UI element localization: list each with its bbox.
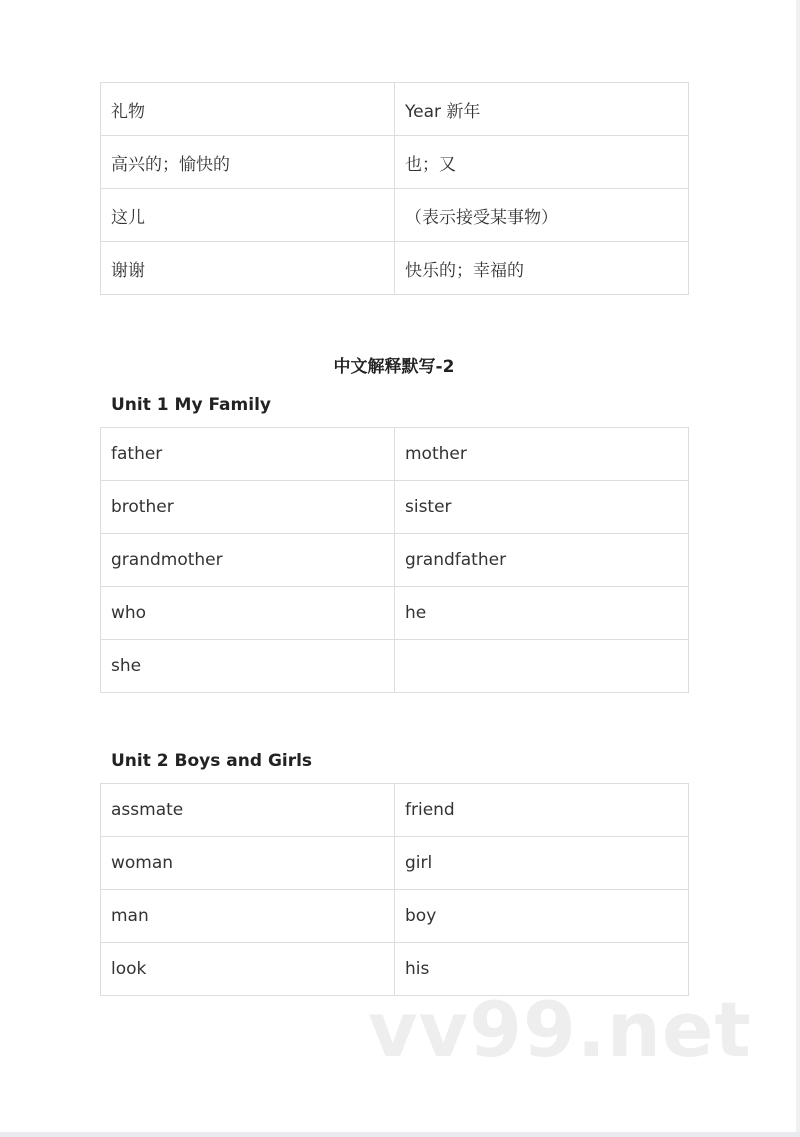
- table-row: [101, 640, 689, 693]
- table-cell: assmate: [101, 784, 395, 837]
- table-cell: father: [101, 428, 395, 481]
- table-cell: grandfather: [395, 534, 689, 587]
- table-cell: 高兴的；愉快的: [101, 136, 395, 189]
- table-cell: 也；又: [395, 136, 689, 189]
- vocab-table-top: [100, 82, 689, 295]
- table-row: [101, 189, 689, 242]
- table-row: [101, 83, 689, 136]
- table-cell: his: [395, 943, 689, 996]
- table-row: [101, 784, 689, 837]
- table-cell: who: [101, 587, 395, 640]
- table-cell: sister: [395, 481, 689, 534]
- table-cell: girl: [395, 837, 689, 890]
- table-cell: boy: [395, 890, 689, 943]
- section-title: 中文解释默写-2: [333, 357, 455, 377]
- table-row: [101, 837, 689, 890]
- table-cell: woman: [101, 837, 395, 890]
- vocab-table-unit2: [100, 783, 689, 996]
- table-row: [101, 481, 689, 534]
- table-cell: man: [101, 890, 395, 943]
- table-row: [101, 242, 689, 295]
- page-edge-right: [796, 0, 800, 1137]
- watermark: vv99.net: [368, 985, 752, 1074]
- table-cell: 这儿: [101, 189, 395, 242]
- table-cell: look: [101, 943, 395, 996]
- table-row: [101, 534, 689, 587]
- table-row: [101, 428, 689, 481]
- page-edge-bottom: [0, 1132, 800, 1137]
- table-cell: she: [101, 640, 395, 693]
- unit2-heading: Unit 2 Boys and Girls: [111, 751, 313, 771]
- table-row: [101, 890, 689, 943]
- table-cell: 快乐的；幸福的: [395, 242, 689, 295]
- table-cell: [395, 640, 689, 693]
- table-cell: 礼物: [101, 83, 395, 136]
- unit1-heading: Unit 1 My Family: [111, 395, 271, 415]
- table-cell: 谢谢: [101, 242, 395, 295]
- table-cell: he: [395, 587, 689, 640]
- table-cell: （表示接受某事物）: [395, 189, 689, 242]
- table-cell: Year 新年: [395, 83, 689, 136]
- table-cell: brother: [101, 481, 395, 534]
- table-cell: friend: [395, 784, 689, 837]
- table-row: [101, 587, 689, 640]
- vocab-table-unit1: [100, 427, 689, 693]
- table-row: [101, 136, 689, 189]
- table-cell: grandmother: [101, 534, 395, 587]
- table-cell: mother: [395, 428, 689, 481]
